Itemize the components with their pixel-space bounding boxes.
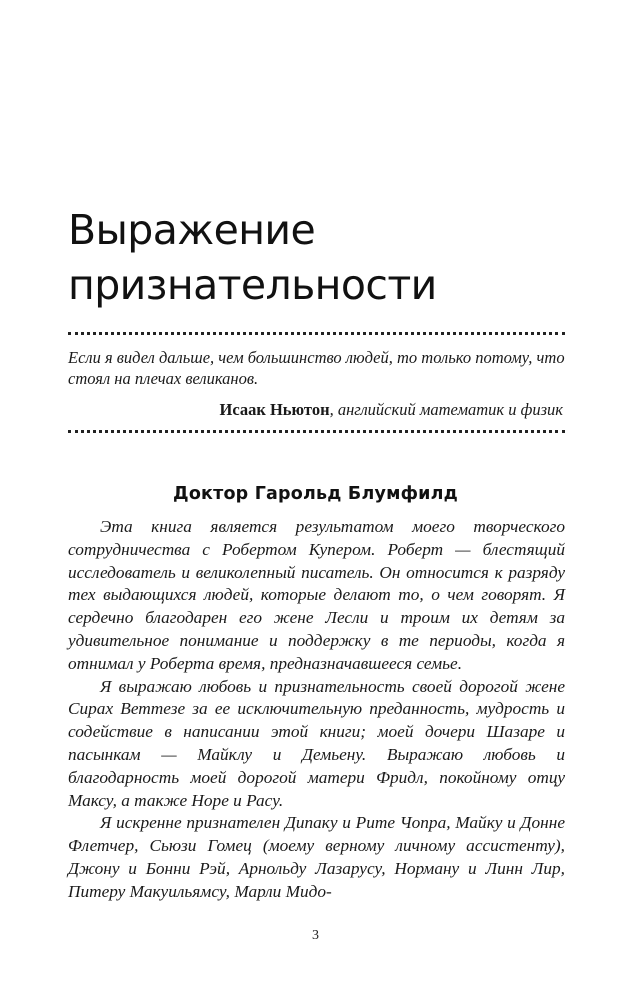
epigraph-quote: Если я видел дальше, чем большинство людей, то только потому, что стоял на плечах великанов. <box>68 348 565 388</box>
page-number: 3 <box>312 928 319 943</box>
paragraph: Эта книга является результатом моего творческого сотрудничества с Робертом Купером. Роберт — блестящий исследователь и великолепный писатель. Он относится к разряду тех выдающихся людей, которые делают то, о чем говорят. Я сердечно благодарен его жене Лесли и троим их детям за удивительное понимание и поддержку в те периоды, когда я отнимал у Роберта время, предназначавшееся семье. <box>68 517 565 673</box>
epigraph-attribution <box>68 399 565 420</box>
body-text <box>68 516 565 904</box>
paragraph: Я искренне признателен Дипаку и Рите Чопра, Майку и Донне Флетчер, Сьюзи Гомец (моему верному личному ассистенту), Джону и Бонни Рэй, Арнольду Лазарусу, Норману и Линн Лир, Питеру Макуильямсу, Марли Мидо- <box>68 813 565 901</box>
epigraph-author-description: , английский математик и физик <box>329 400 563 419</box>
epigraph <box>68 347 565 420</box>
chapter-title: Выражение признательности <box>68 206 437 309</box>
section-heading: Доктор Гарольд Блумфилд <box>173 484 458 504</box>
epigraph-top-divider <box>68 332 565 335</box>
paragraph: Я выражаю любовь и признательность своей дорогой жене Сирах Веттезе за ее исключительную преданность, мудрость и содействие в написании этой книги; моей дочери Шазаре и пасынкам — Майклу и Демьену. Выражаю любовь и благодарность моей дорогой матери Фридл, покойному отцу Максу, а также Норе и Расу. <box>68 676 565 810</box>
epigraph-bottom-divider <box>68 430 565 433</box>
epigraph-author: Исаак Ньютон <box>219 400 330 419</box>
